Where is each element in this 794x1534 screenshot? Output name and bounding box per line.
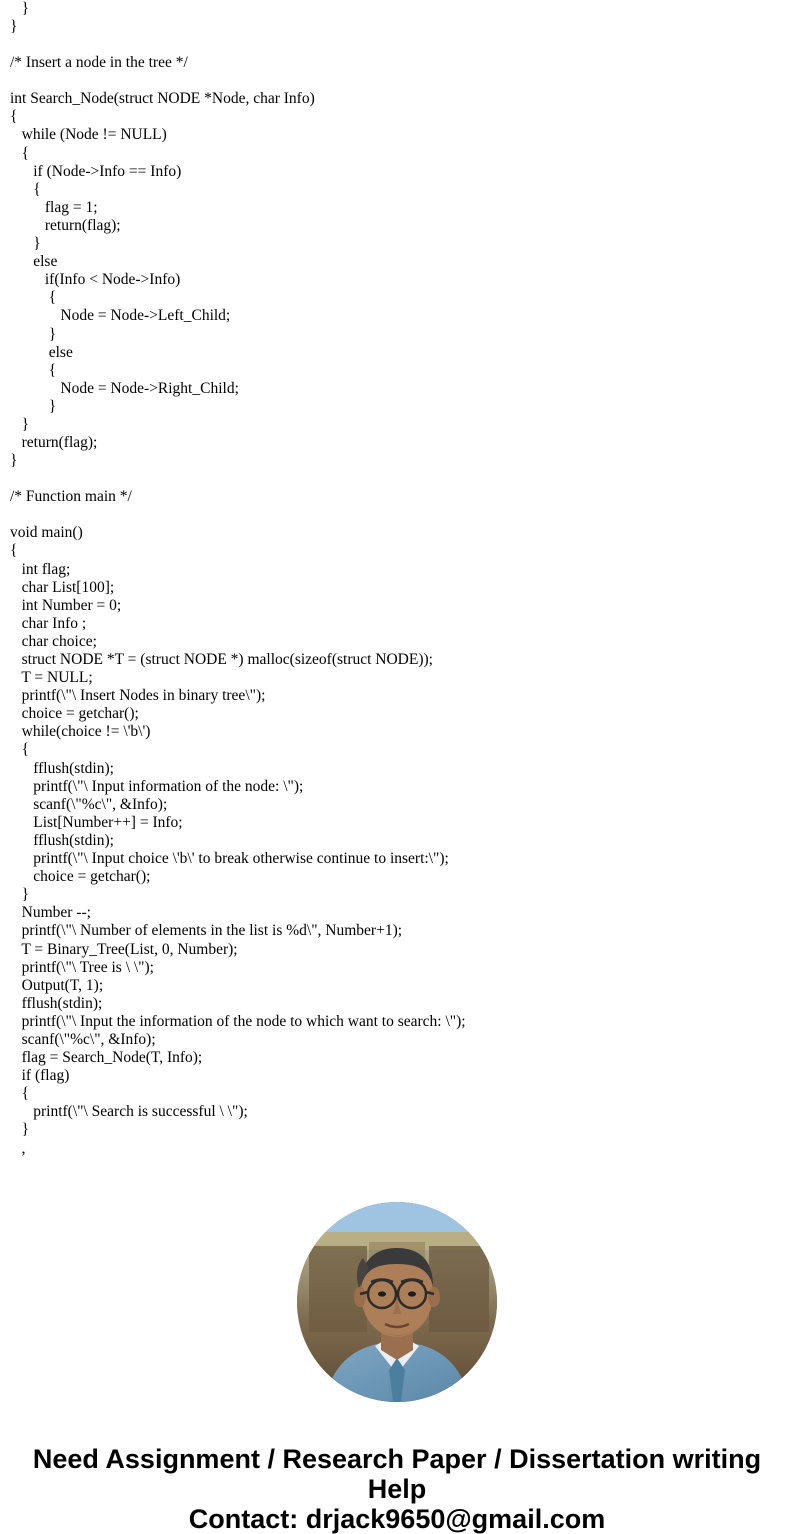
code-line: char List[100]; — [10, 578, 115, 596]
promo-heading: Need Assignment / Research Paper / Dissertation writing Help — [32, 1443, 762, 1504]
code-line: int flag; — [10, 560, 71, 578]
code-line: { — [10, 1085, 30, 1103]
code-line — [10, 36, 784, 54]
code-line: , — [10, 1139, 26, 1157]
code-line: flag = Search_Node(T, Info); — [10, 1049, 203, 1067]
code-line: T = Binary_Tree(List, 0, Number); — [10, 940, 238, 958]
code-line: Output(T, 1); — [10, 976, 104, 994]
code-line: while (Node != NULL) — [10, 126, 167, 144]
code-line: void main() — [10, 524, 83, 542]
code-line: /* Function main */ — [10, 488, 132, 506]
code-line: { — [10, 542, 18, 560]
code-line: int Number = 0; — [10, 596, 122, 614]
code-line: return(flag); — [10, 216, 121, 234]
code-line: Node = Node->Right_Child; — [10, 379, 239, 397]
code-line: { — [10, 180, 41, 198]
code-line — [10, 470, 784, 488]
code-line: flag = 1; — [10, 198, 98, 216]
code-line: while(choice != \'b\') — [10, 723, 151, 741]
code-line — [10, 72, 784, 90]
code-line: scanf(\"%c\", &Info); — [10, 795, 168, 813]
code-line — [10, 506, 784, 524]
code-line: } — [10, 1121, 30, 1139]
code-line: { — [10, 144, 30, 162]
code-line: fflush(stdin); — [10, 831, 114, 849]
code-line: } — [10, 0, 30, 17]
code-line: else — [10, 343, 73, 361]
code-line: List[Number++] = Info; — [10, 813, 183, 831]
code-line: choice = getchar(); — [10, 868, 151, 886]
code-line: choice = getchar(); — [10, 705, 139, 723]
code-line: Number --; — [10, 904, 91, 922]
code-line: printf(\"\ Insert Nodes in binary tree\"); — [10, 687, 266, 705]
code-line: if (Node->Info == Info) — [10, 162, 182, 180]
code-line: fflush(stdin); — [10, 759, 114, 777]
promo-contact: Contact: drjack9650@gmail.com — [188, 1503, 606, 1534]
code-line: /* Insert a node in the tree */ — [10, 54, 188, 72]
code-line: printf(\"\ Search is successful \ \"); — [10, 1103, 248, 1121]
code-line: T = NULL; — [10, 669, 93, 687]
code-line: char Info ; — [10, 614, 87, 632]
code-line: else — [10, 253, 58, 271]
code-line: } — [10, 397, 57, 415]
code-line: printf(\"\ Input the information of the node to which want to search: \"); — [10, 1012, 466, 1030]
code-line: } — [10, 452, 18, 470]
code-line: return(flag); — [10, 434, 98, 452]
avatar — [297, 1202, 497, 1402]
code-line: printf(\"\ Tree is \ \"); — [10, 958, 154, 976]
code-line: char choice; — [10, 632, 97, 650]
code-line: } — [10, 886, 30, 904]
code-line: int Search_Node(struct NODE *Node, char Info) — [10, 90, 315, 108]
code-listing — [10, 0, 784, 1158]
code-line: if (flag) — [10, 1067, 70, 1085]
code-line: struct NODE *T = (struct NODE *) malloc(sizeof(struct NODE)); — [10, 651, 433, 668]
code-line: if(Info < Node->Info) — [10, 271, 181, 289]
code-line: fflush(stdin); — [10, 994, 103, 1012]
avatar-container — [10, 1202, 784, 1402]
code-line: Node = Node->Left_Child; — [10, 307, 231, 325]
code-line: } — [10, 325, 57, 343]
code-line: { — [10, 108, 18, 126]
portrait-photo-icon — [297, 1202, 497, 1402]
code-line: printf(\"\ Input choice \'b\' to break otherwise continue to insert:\"); — [10, 850, 449, 868]
code-line: } — [10, 415, 30, 433]
code-line: printf(\"\ Input information of the node: \"); — [10, 777, 304, 795]
code-line: } — [10, 235, 41, 253]
code-line: { — [10, 361, 57, 379]
code-line: printf(\"\ Number of elements in the list is %d\", Number+1); — [10, 922, 403, 940]
code-line: { — [10, 289, 57, 307]
code-line: } — [10, 18, 18, 36]
code-line: { — [10, 741, 30, 759]
code-line: scanf(\"%c\", &Info); — [10, 1030, 156, 1048]
